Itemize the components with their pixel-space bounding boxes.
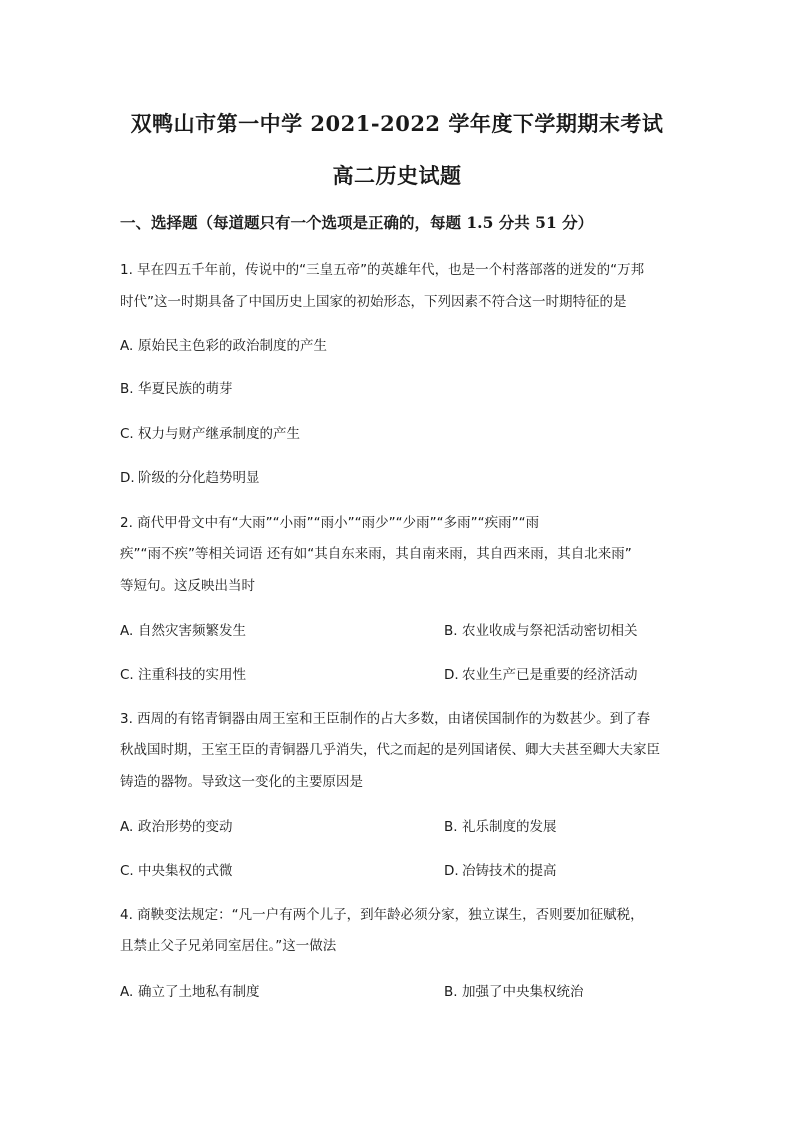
question-3-line-3: 铸造的器物。导致这一变化的主要原因是 [120, 774, 363, 790]
option-key: B. [444, 819, 458, 835]
question-3-line-2: 秋战国时期，王室王臣的青铜器几乎消失，代之而起的是列国诸侯、卿大夫甚至卿大夫家臣 [120, 742, 660, 758]
option-key: D. [444, 667, 459, 683]
option-text: 政治形势的变动 [138, 819, 233, 835]
option-text: 原始民主色彩的政治制度的产生 [138, 338, 327, 354]
question-2-line-2: 疾”“雨不疾”等相关词语 还有如“其自东来雨，其自南来雨，其自西来雨，其自北来雨” [120, 546, 632, 562]
question-2-option-a [120, 619, 246, 639]
option-key: C. [120, 426, 134, 442]
question-2-option-c [120, 663, 246, 683]
option-key: C. [120, 667, 134, 683]
question-3-option-c [120, 859, 233, 879]
exam-title: 双鸭山市第一中学 2021-2022 学年度下学期期末考试 [130, 111, 664, 136]
exam-subtitle: 高二历史试题 [332, 163, 462, 188]
option-text: 礼乐制度的发展 [462, 819, 557, 835]
option-text: 确立了土地私有制度 [138, 984, 260, 1000]
option-key: A. [120, 984, 134, 1000]
question-1-option-d [120, 466, 260, 486]
option-key: A. [120, 819, 134, 835]
option-key: A. [120, 338, 134, 354]
option-text: 农业收成与祭祀活动密切相关 [462, 623, 638, 639]
option-text: 华夏民族的萌芽 [138, 381, 233, 397]
option-text: 中央集权的式微 [138, 863, 233, 879]
question-4-option-a [120, 980, 260, 1000]
option-key: D. [444, 863, 459, 879]
section-heading: 一、选择题（每道题只有一个选项是正确的，每题 1.5 分共 51 分） [120, 213, 594, 232]
question-4-line-1: 4. 商鞅变法规定：“凡一户有两个儿子，到年龄必须分家，独立谋生，否则要加征赋税， [120, 907, 644, 923]
option-key: B. [444, 984, 458, 1000]
question-1-option-c [120, 422, 300, 442]
option-key: A. [120, 623, 134, 639]
question-1-line-1: 1. 早在四五千年前，传说中的“三皇五帝”的英雄年代，也是一个村落部落的迸发的“万邦 [120, 262, 645, 278]
question-2-line-3: 等短句。这反映出当时 [120, 578, 255, 594]
question-1-option-a [120, 334, 327, 354]
option-key: D. [120, 470, 135, 486]
option-text: 自然灾害频繁发生 [138, 623, 246, 639]
option-text: 冶铸技术的提高 [462, 863, 557, 879]
question-3-option-b [444, 815, 557, 835]
option-text: 阶级的分化趋势明显 [138, 470, 260, 486]
option-text: 注重科技的实用性 [138, 667, 246, 683]
question-1-line-2: 时代”这一时期具备了中国历史上国家的初始形态，下列因素不符合这一时期特征的是 [120, 294, 627, 310]
question-3-option-a [120, 815, 233, 835]
option-key: B. [120, 381, 134, 397]
question-2-option-b [444, 619, 638, 639]
question-2-option-d [444, 663, 638, 683]
option-text: 加强了中央集权统治 [462, 984, 584, 1000]
option-key: C. [120, 863, 134, 879]
question-1-option-b [120, 377, 233, 397]
question-4-option-b [444, 980, 584, 1000]
option-text: 农业生产已是重要的经济活动 [462, 667, 638, 683]
question-2-line-1: 2. 商代甲骨文中有“大雨”“小雨”“雨小”“雨少”“少雨”“多雨”“疾雨”“雨 [120, 515, 540, 531]
question-3-option-d [444, 859, 557, 879]
option-key: B. [444, 623, 458, 639]
option-text: 权力与财产继承制度的产生 [138, 426, 300, 442]
question-4-line-2: 且禁止父子兄弟同室居住。”这一做法 [120, 938, 337, 954]
question-3-line-1: 3. 西周的有铭青铜器由周王室和王臣制作的占大多数，由诸侯国制作的为数甚少。到了春 [120, 711, 651, 727]
